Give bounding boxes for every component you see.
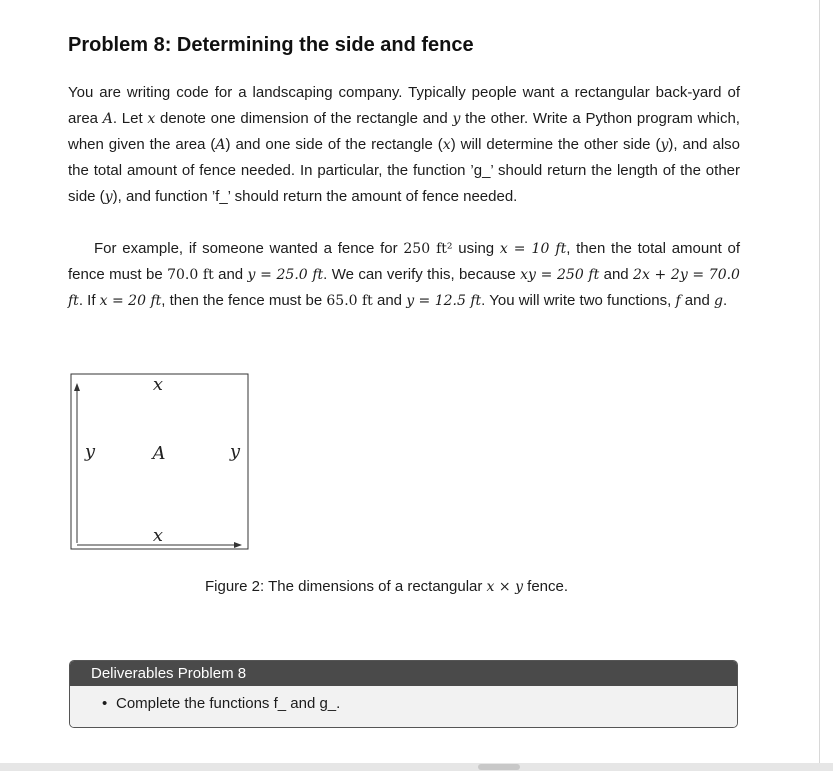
label-top-x: x [152,374,164,395]
deliverables-body [70,686,737,727]
scrollbar-thumb[interactable] [478,764,520,770]
problem-title: Problem 8: Determining the side and fence [68,34,474,56]
intro-paragraph: You are writing code for a landscaping company. Typically people want a rectangular back-yard of area A. Let x denote one dimension of the rectangle and y the other. Write a Python program which, when given the area (A) and one side of the rectangle (x) will determine the other side (y), and also the total amount of fence needed. In particular, the function ’g_’ should return the length of the other side (y), and function ’f_’ should return the amount of fence needed. [68,84,740,205]
bullet-icon: • [102,695,108,712]
deliverables-box [69,660,738,728]
horizontal-scrollbar[interactable] [0,763,833,771]
label-bottom-x: x [152,525,164,546]
figure-caption: Figure 2: The dimensions of a rectangular x × y fence. [205,578,569,595]
label-center-area: A [152,443,166,464]
fence-diagram [66,372,256,554]
label-right-y: y [229,441,241,462]
deliverable-item-text: Complete the functions f_ and g_. [116,695,341,712]
example-paragraph: For example, if someone wanted a fence for 250 ft² using x = 10 ft, then the total amount of fence must be 70.0 ft and y = 25.0 ft. We can verify this, because xy = 250 ft and 2x + 2y = 70.0 ft. If x = 20 ft, then the fence must be 65.0 ft and y = 12.5 ft. You will write two functions, f and g. [68,240,740,309]
deliverables-heading: Deliverables Problem 8 [70,661,737,686]
deliverable-item [102,695,341,712]
label-left-y: y [84,441,96,462]
